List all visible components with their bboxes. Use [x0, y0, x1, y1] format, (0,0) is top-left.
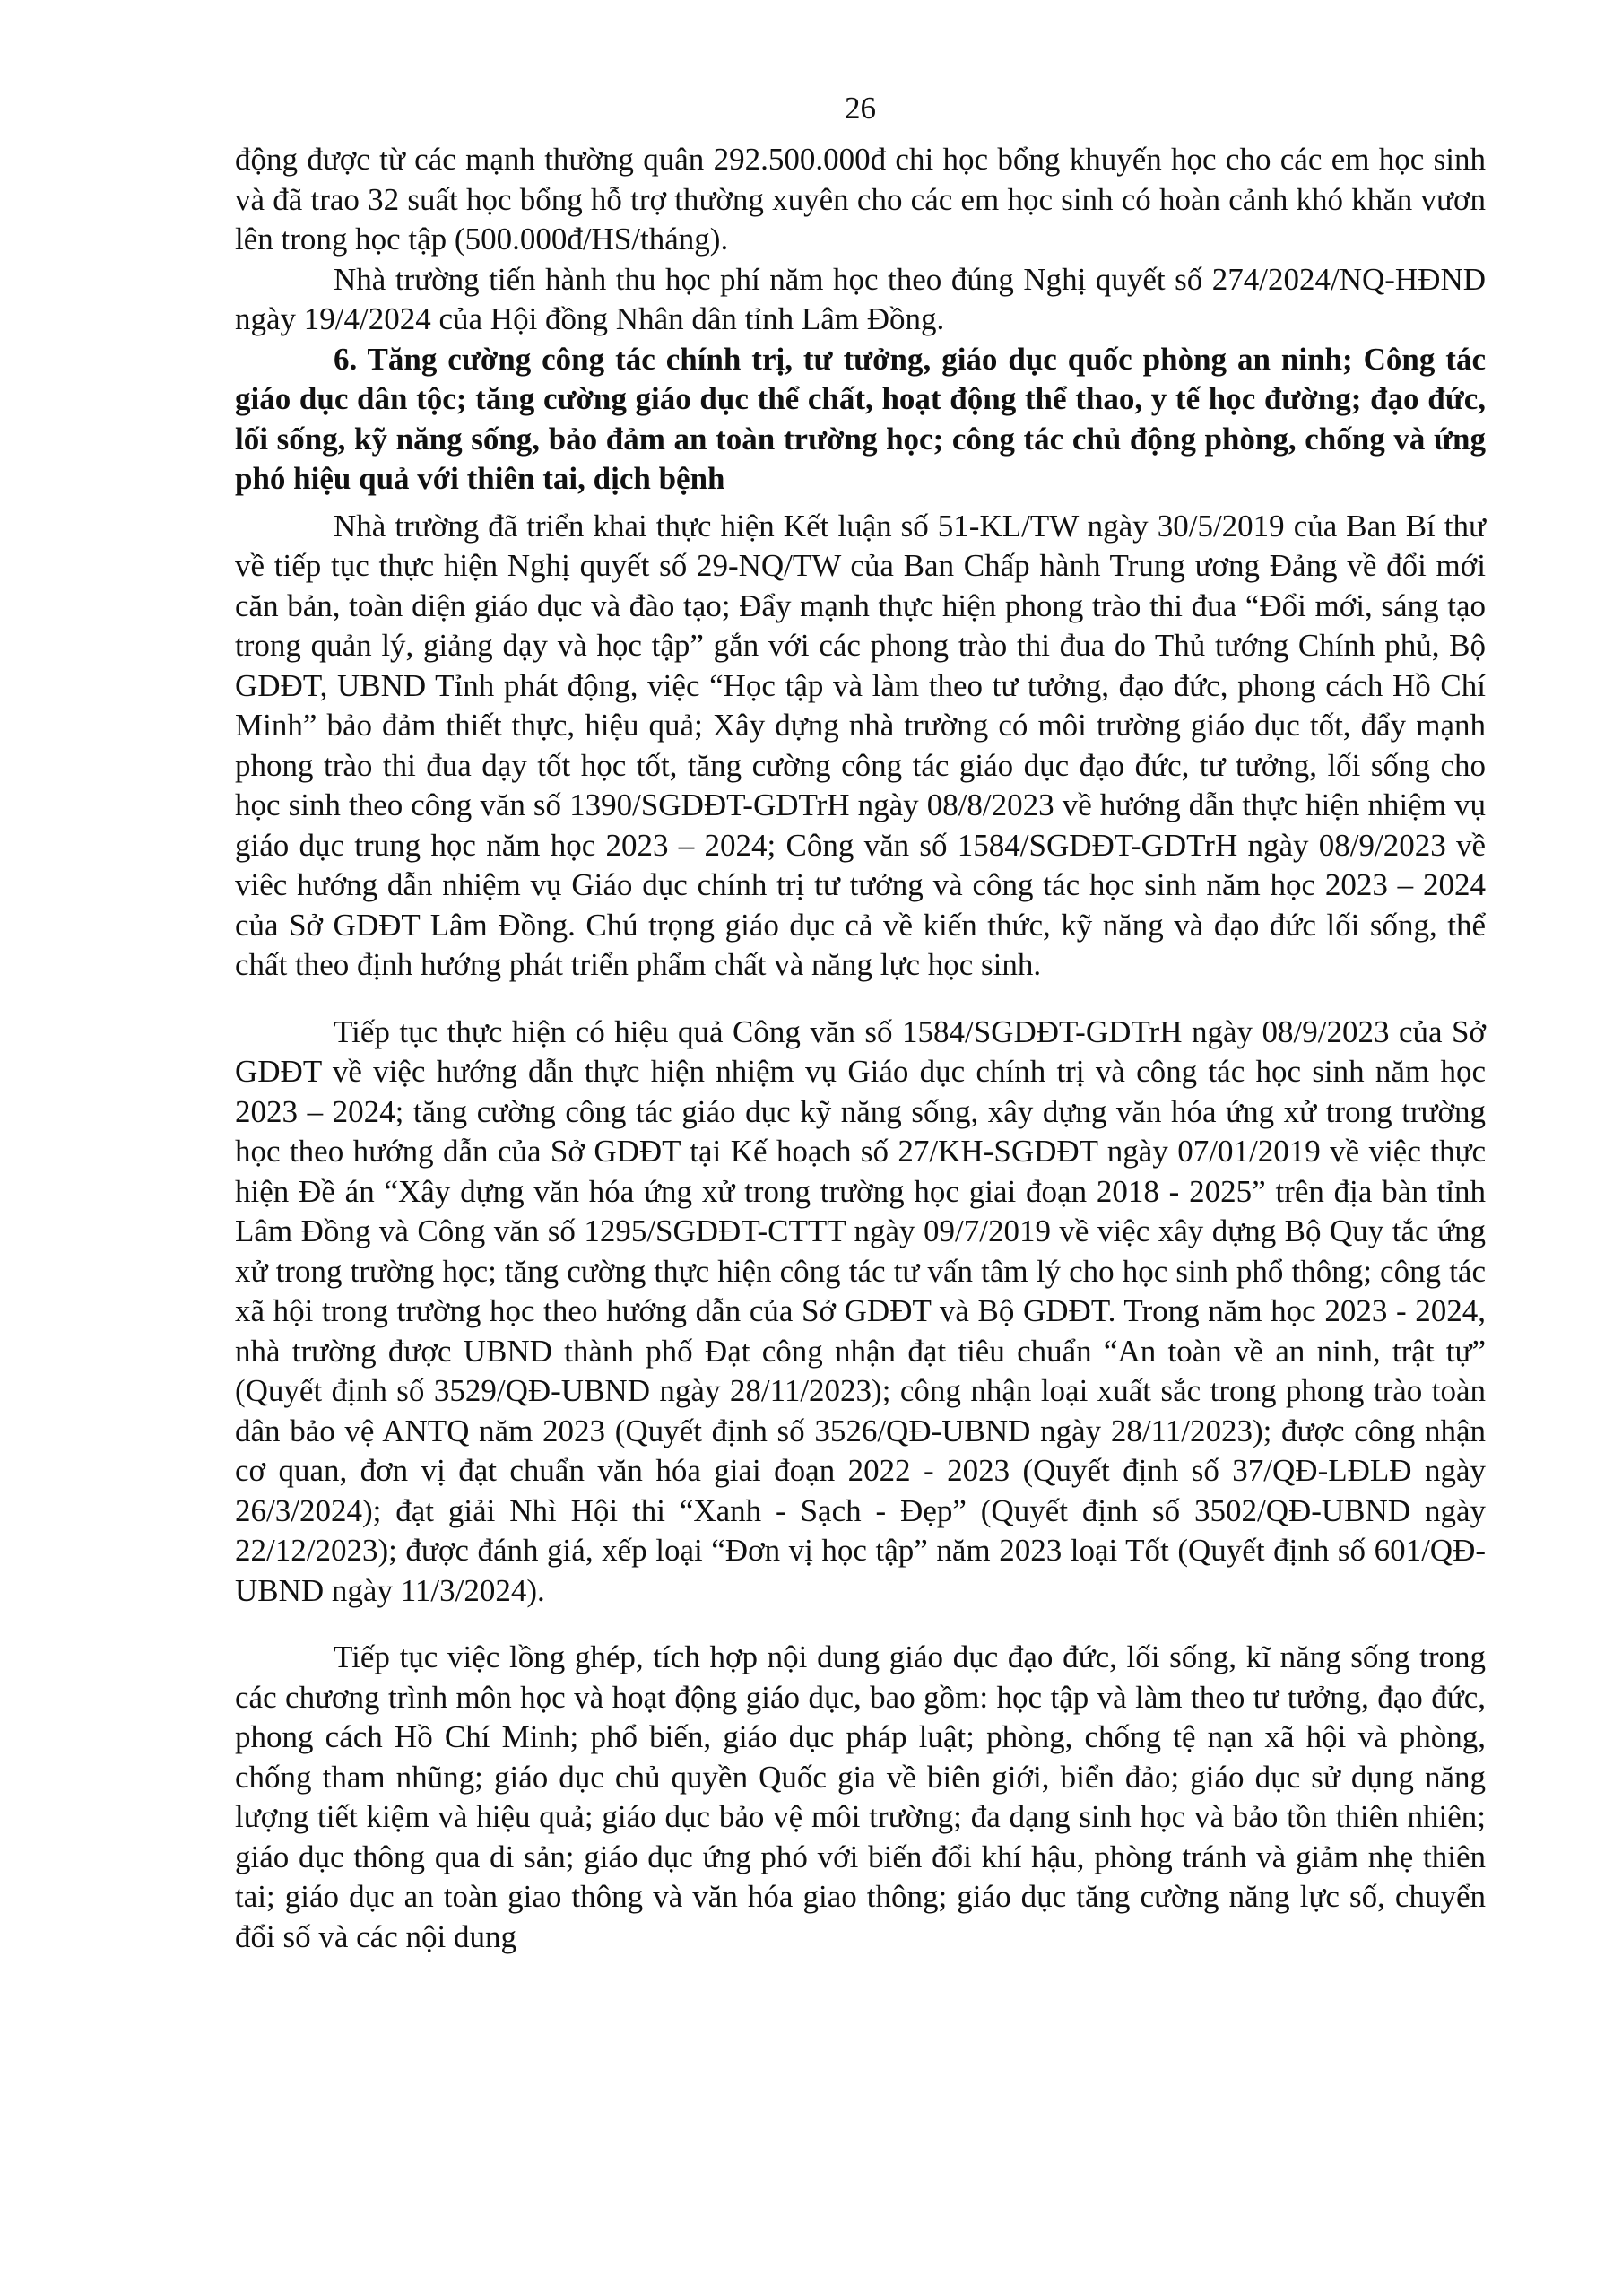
page-number: 26 [845, 91, 876, 126]
paragraph-continued-implementation: Tiếp tục thực hiện có hiệu quả Công văn số 1584/SGDĐT-GDTrH ngày 08/9/2023 của Sở GDĐT về việc hướng dẫn thực hiện nhiệm vụ Giáo dục chính trị và công tác học sinh năm học 2023 – 2024; tăng cường công tác giáo dục kỹ năng sống, xây dựng văn hóa ứng xử trong trường học theo hướng dẫn của Sở GDĐT tại Kế hoạch số 27/KH-SGDĐT ngày 07/01/2019 về việc thực hiện Đề án “Xây dựng văn hóa ứng xử trong trường học giai đoạn 2018 - 2025” trên địa bàn tỉnh Lâm Đồng và Công văn số 1295/SGDĐT-CTTT ngày 09/7/2019 về việc xây dựng Bộ Quy tắc ứng xử trong trường học; tăng cường thực hiện công tác tư vấn tâm lý cho học sinh phổ thông; công tác xã hội trong trường học theo hướng dẫn của Sở GDĐT và Bộ GDĐT. Trong năm học 2023 - 2024, nhà trường được UBND thành phố Đạt công nhận đạt tiêu chuẩn “An toàn về an ninh, trật tự” (Quyết định số 3529/QĐ-UBND ngày 28/11/2023); công nhận loại xuất sắc trong phong trào toàn dân bảo vệ ANTQ năm 2023 (Quyết định số 3526/QĐ-UBND ngày 28/11/2023); được công nhận cơ quan, đơn vị đạt chuẩn văn hóa giai đoạn 2022 - 2023 (Quyết định số 37/QĐ-LĐLĐ ngày 26/3/2024); đạt giải Nhì Hội thi “Xanh - Sạch - Đẹp” (Quyết định số 3502/QĐ-UBND ngày 22/12/2023); được đánh giá, xếp loại “Đơn vị học tập” năm 2023 loại Tốt (Quyết định số 601/QĐ-UBND ngày 11/3/2024). [235, 1013, 1486, 1608]
paragraph-integration: Tiếp tục việc lồng ghép, tích hợp nội dung giáo dục đạo đức, lối sống, kĩ năng sống trong các chương trình môn học và hoạt động giáo dục, bao gồm: học tập và làm theo tư tưởng, đạo đức, phong cách Hồ Chí Minh; phổ biến, giáo dục pháp luật; phòng, chống tệ nạn xã hội và phòng, chống tham nhũng; giáo dục chủ quyền Quốc gia về biên giới, biển đảo; giáo dục sử dụng năng lượng tiết kiệm và hiệu quả; giáo dục bảo vệ môi trường; đa dạng sinh học và bảo tồn thiên nhiên; giáo dục thông qua di sản; giáo dục ứng phó với biến đổi khí hậu, phòng tránh và giảm nhẹ thiên tai; giáo dục an toàn giao thông và văn hóa giao thông; giáo dục tăng cường năng lực số, chuyển đổi số và các nội dung [235, 1639, 1486, 1954]
paragraph-continuation: động được từ các mạnh thường quân 292.500.000đ chi học bổng khuyến học cho các em học sinh và đã trao 32 suất học bổng hỗ trợ thường xuyên cho các em học sinh có hoàn cảnh khó khăn vươn lên trong học tập (500.000đ/HS/tháng). [235, 142, 1486, 257]
section-heading: 6. Tăng cường công tác chính trị, tư tưởng, giáo dục quốc phòng an ninh; Công tác giáo dục dân tộc; tăng cường giáo dục thể chất, hoạt động thể thao, y tế học đường; đạo đức, lối sống, kỹ năng sống, bảo đảm an toàn trường học; công tác chủ động phòng, chống và ứng phó hiệu quả với thiên tai, dịch bệnh [235, 341, 1486, 496]
paragraph-implementation: Nhà trường đã triển khai thực hiện Kết luận số 51-KL/TW ngày 30/5/2019 của Ban Bí thư về tiếp tục thực hiện Nghị quyết số 29-NQ/TW của Ban Chấp hành Trung ương Đảng về đổi mới căn bản, toàn diện giáo dục và đào tạo; Đẩy mạnh thực hiện phong trào thi đua “Đổi mới, sáng tạo trong quản lý, giảng dạy và học tập” gắn với các phong trào thi đua do Thủ tướng Chính phủ, Bộ GDĐT, UBND Tỉnh phát động, việc “Học tập và làm theo tư tưởng, đạo đức, phong cách Hồ Chí Minh” bảo đảm thiết thực, hiệu quả; Xây dựng nhà trường có môi trường giáo dục tốt, đẩy mạnh phong trào thi đua dạy tốt học tốt, tăng cường công tác giáo dục đạo đức, tư tưởng, lối sống cho học sinh theo công văn số 1390/SGDĐT-GDTrH ngày 08/8/2023 về hướng dẫn thực hiện nhiệm vụ giáo dục trung học năm học 2023 – 2024; Công văn số 1584/SGDĐT-GDTrH ngày 08/9/2023 về viêc hướng dẫn nhiệm vụ Giáo dục chính trị tư tưởng và công tác học sinh năm học 2023 – 2024 của Sở GDĐT Lâm Đồng. Chú trọng giáo dục cả về kiến thức, kỹ năng và đạo đức lối sống, thể chất theo định hướng phát triển phẩm chất và năng lực học sinh. [235, 508, 1486, 982]
paragraph-tuition: Nhà trường tiến hành thu học phí năm học theo đúng Nghị quyết số 274/2024/NQ-HĐND ngày 19/4/2024 của Hội đồng Nhân dân tỉnh Lâm Đồng. [235, 261, 1486, 336]
